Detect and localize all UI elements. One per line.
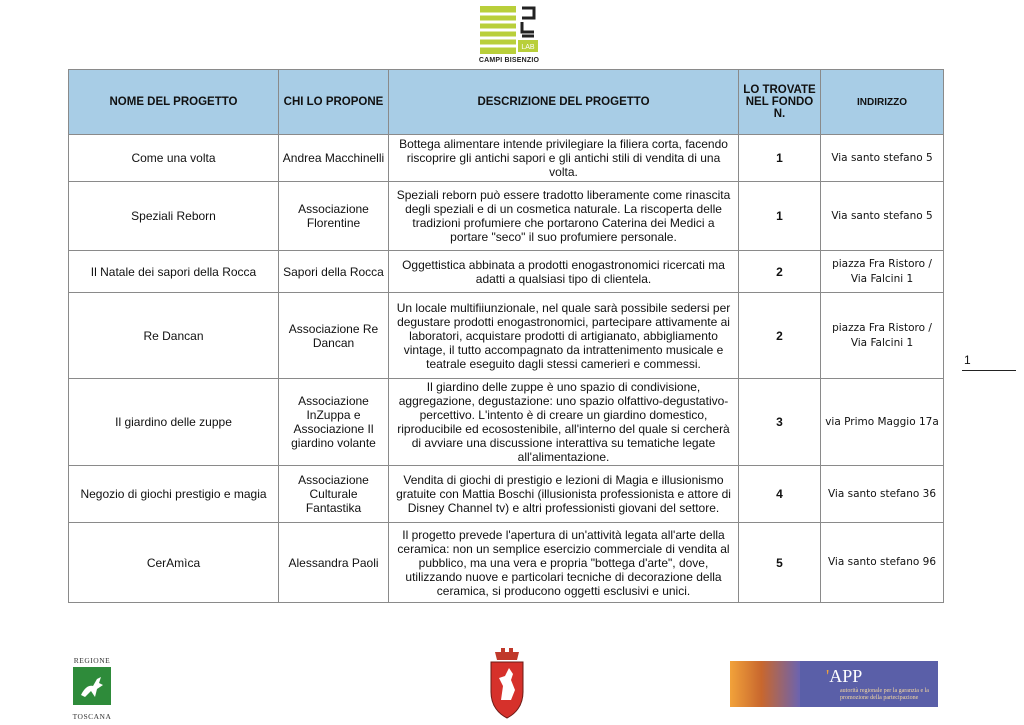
header-name: NOME DEL PROGETTO — [69, 70, 279, 135]
project-name: Speziali Reborn — [69, 182, 279, 251]
comune-crest-icon — [487, 648, 527, 720]
project-name: Il giardino delle zuppe — [69, 379, 279, 466]
project-description: Vendita di giochi di prestigio e lezioni di Magia e illusionismo gratuite con Mattia Boschi (illusionista professionista e attore di Disney Channel tv) e altri professionisti giovani del settore. — [389, 466, 739, 523]
project-proposer: Associazione Re Dancan — [279, 293, 389, 379]
project-fondo: 3 — [739, 379, 821, 466]
project-address: piazza Fra Ristoro / Via Falcini 1 — [821, 293, 944, 379]
project-fondo: 5 — [739, 523, 821, 603]
project-description: Speziali reborn può essere tradotto liberamente come rinascita degli speziali e di un cosmetica naturale. La riscoperta delle tradizioni profumiere che portarono Caterina dei Medici a portare "seco" il suo profumiere personale. — [389, 182, 739, 251]
toscana-label: TOSCANA — [72, 712, 112, 721]
project-address: Via santo stefano 36 — [821, 466, 944, 523]
project-description: Il progetto prevede l'apertura di un'attività legata all'arte della ceramica: non un semplice esercizio commerciale di vendita al pubblico, ma una vera e propria "bottega d'arte", dove, utilizzando nuove e particolari tecniche di decorazione della ceramica, si producono oggetti esclusivi e unici. — [389, 523, 739, 603]
lab-badge: LAB — [521, 44, 535, 51]
header-address: INDIRIZZO — [821, 70, 944, 135]
header-proposer: CHI LO PROPONE — [279, 70, 389, 135]
project-proposer: Associazione Florentine — [279, 182, 389, 251]
project-description: Bottega alimentare intende privilegiare la filiera corta, facendo riscoprire gli antichi sapori e gli antichi stili di vendita di una volta. — [389, 135, 739, 182]
project-proposer: Sapori della Rocca — [279, 251, 389, 293]
project-proposer: Associazione InZuppa e Associazione Il giardino volante — [279, 379, 389, 466]
project-name: Il Natale dei sapori della Rocca — [69, 251, 279, 293]
table-row — [69, 135, 944, 182]
regione-toscana-logo — [67, 656, 117, 720]
logo-caption: CAMPI BISENZIO — [478, 57, 540, 64]
project-name: Come una volta — [69, 135, 279, 182]
project-proposer: Andrea Macchinelli — [279, 135, 389, 182]
project-description: Oggettistica abbinata a prodotti enogastronomici ricercati ma adatti a qualsiasi tipo di clientela. — [389, 251, 739, 293]
campi-bisenzio-lab-logo — [478, 4, 540, 64]
page-number: 1 — [964, 353, 971, 367]
project-proposer: Associazione Culturale Fantastika — [279, 466, 389, 523]
table-row — [69, 182, 944, 251]
header-fondo: LO TROVATE NEL FONDO N. — [739, 70, 821, 135]
table-row — [69, 251, 944, 293]
project-description: Un locale multifiiunzionale, nel quale sarà possibile sedersi per degustare prodotti enogastronomici, partecipare attivamente ai laboratori, acquistare prodotti di artigianato, abbigliamento vintage, il tutto accompagnato da intrattenimento musicale e teatrale eseguito dagli stessi camerieri e commessi. — [389, 293, 739, 379]
project-fondo: 1 — [739, 182, 821, 251]
project-fondo: 2 — [739, 251, 821, 293]
project-name: Negozio di giochi prestigio e magia — [69, 466, 279, 523]
project-fondo: 1 — [739, 135, 821, 182]
app-brand: 'APP — [826, 666, 863, 686]
table-row — [69, 379, 944, 466]
app-subtitle: autorità regionale per la garanzia e la promozione della partecipazione — [840, 688, 929, 701]
table-row — [69, 466, 944, 523]
project-address: Via santo stefano 96 — [821, 523, 944, 603]
project-fondo: 4 — [739, 466, 821, 523]
table-row — [69, 523, 944, 603]
project-address: via Primo Maggio 17a — [821, 379, 944, 466]
project-name: Re Dancan — [69, 293, 279, 379]
project-name: CerAmìca — [69, 523, 279, 603]
project-proposer: Alessandra Paoli — [279, 523, 389, 603]
table-header-row — [69, 70, 944, 135]
project-address: piazza Fra Ristoro / Via Falcini 1 — [821, 251, 944, 293]
page-number-rule — [962, 370, 1016, 371]
app-authority-logo — [730, 661, 938, 707]
project-description: Il giardino delle zuppe è uno spazio di condivisione, aggregazione, degustazione: uno spazio olfattivo-degustativo-percettivo. L'intento è di creare un giardino domestico, riproducibile ed ecosostenibile, all'interno del quale si cercherà di avviare una discussione interattiva su tematiche legate all'alimentazione. — [389, 379, 739, 466]
project-fondo: 2 — [739, 293, 821, 379]
projects-table — [68, 69, 944, 603]
pegasus-icon — [73, 667, 111, 705]
table-row — [69, 293, 944, 379]
regione-label: REGIONE — [73, 656, 111, 665]
app-figures-icon — [730, 661, 800, 707]
lab-logo-icon — [478, 4, 540, 56]
header-description: DESCRIZIONE DEL PROGETTO — [389, 70, 739, 135]
project-address: Via santo stefano 5 — [821, 135, 944, 182]
project-address: Via santo stefano 5 — [821, 182, 944, 251]
